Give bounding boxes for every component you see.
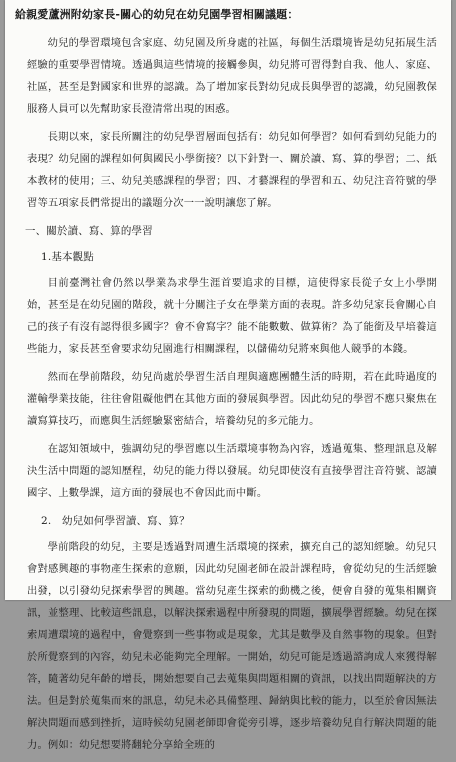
subsection-1-paragraph-3: 在認知領域中，強調幼兒的學習應以生活環境事物為內容，透過蒐集、整理訊息及解決生活中問題的認知歷程，幼兒的能力得以發展。幼兒即使沒有直接學習注音符號、認讀國字、上數學課，這方面的發展也不會因此而中斷。 (27, 443, 437, 499)
subsection-2-heading: 2. 幼兒如何學習讀、寫、算？ (41, 515, 190, 527)
intro-paragraph-2: 長期以來，家長所關注的幼兒學習層面包括有：幼兒如何學習？如何看到幼兒能力的表現？幼兒園的課程如何與國民小學銜接？以下針對一、關於讀、寫、算的學習；二、紙本教材的使用；三、幼兒美感課程的學習；四、才藝課程的學習和五、幼兒注音符號的學習等五項家長們常提出的議題分次一一說明讓您了解。 (27, 131, 437, 209)
subsection-2-paragraph-1: 學前階段的幼兒，主要是透過對周遭生活環境的探索，擴充自己的認知經驗。幼兒只會對感興趣的事物產生探索的意願，因此幼兒園老師在設計課程時，會從幼兒的生活經驗出發，以引發幼兒探索學習的興趣。當幼兒產生探索的動機之後，便會自發的蒐集相關資訊，並整理、比較這些訊息，以解決探索過程中所發現的問題，擴展學習經驗。幼兒在探索周遭環境的過程中，會覺察到一些事物或是現象，尤其是數學及自然事物的現象。但對於所覺察到的內容，幼兒未必能夠完全理解。一開始，幼兒可能是透過諮詢成人來獲得解答，隨著幼兒年齡的增長，開始想要自己去蒐集與問題相關的資訊，以找出問題解決的方法。但是對於蒐集而來的訊息，幼兒未必具備整理、歸納與比較的能力，以至於會因無法解決問題而感到挫折，這時候幼兒園老師即會從旁引導，逐步培養幼兒自行解決問題的能力。例如：幼兒想要將翻轮分享給全班的 (27, 541, 437, 751)
document-title: 給親愛蘆洲附幼家長-關心的幼兒在幼兒園學習相關議題： (15, 8, 299, 21)
subsection-1-paragraph-1: 目前臺灣社會仍然以學業為求學生涯首要追求的目標，這使得家長從子女上小學開始，甚至是在幼兒園的階段，就十分關注子女在學業方面的表現。許多幼兒家長會關心自己的孩子有沒有認得很多國字？會不會寫字？能不能數數、做算術？為了能銜及早培養這些能力，家長甚至會要求幼兒園進行相關課程，以儲備幼兒將來與他人競爭的本錢。 (27, 277, 437, 355)
intro-paragraph-1: 幼兒的學習環境包含家庭、幼兒園及所身處的社區，每個生活環境皆是幼兒拓展生活經驗的重要學習情境。透過與這些情境的接觸參與，幼兒將可習得對自我、他人、家庭、社區，甚至是對國家和世界的認識。為了增加家長對幼兒成長與學習的認識，幼兒園教保服務人員可以先幫助家長澄清常出現的困惑。 (27, 37, 437, 115)
subsection-1-heading: 1.基本觀點 (41, 251, 94, 263)
document-body (15, 4, 437, 762)
subsection-1-paragraph-2: 然而在學前階段，幼兒尚處於學習生活自理與適應團體生活的時期，若在此時過度的灌輸學業技能，往往會阻礙他們在其他方面的發展與學習。因此幼兒的學習不應只聚焦在讀寫算技巧，而應與生活經驗緊密結合，培養幼兒的多元能力。 (27, 371, 437, 427)
document-page (5, 0, 451, 751)
section-1-heading: 一、關於讀、寫、算的學習 (25, 225, 153, 237)
